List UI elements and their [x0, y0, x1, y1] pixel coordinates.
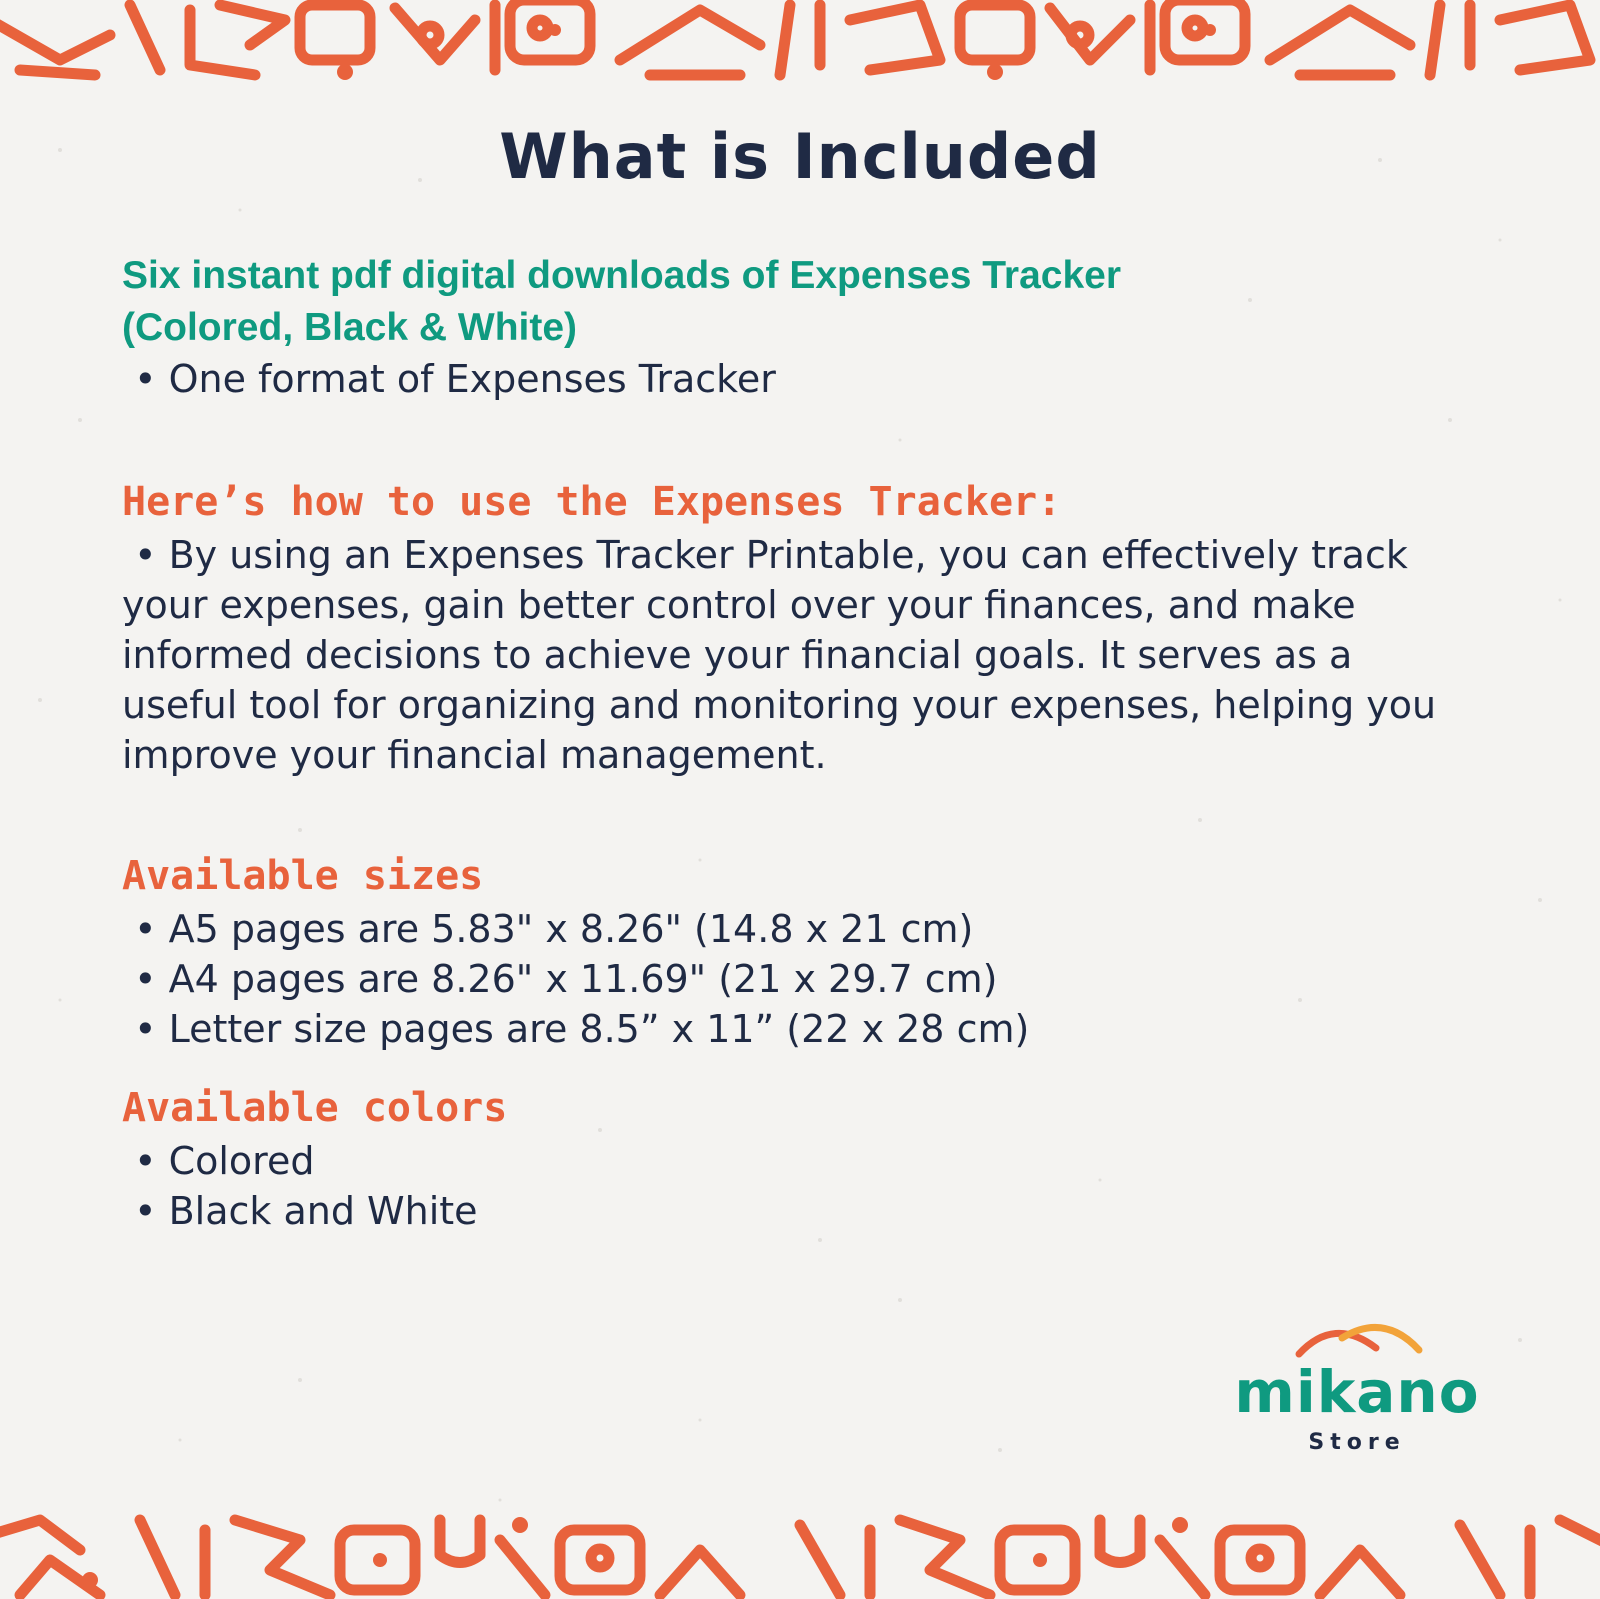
sizes-heading: Available sizes — [122, 853, 484, 899]
mikano-store-logo — [1232, 1318, 1482, 1468]
main-content — [122, 250, 1482, 1236]
how-to-line: your expenses, gain better control over your finances, and make — [122, 583, 1356, 627]
how-to-line: improve your financial management. — [122, 733, 827, 777]
color-item: • Black and White — [122, 1189, 478, 1233]
downloads-highlight-line-1: Six instant pdf digital downloads of Expenses Tracker — [122, 254, 1122, 297]
logo-arcs-icon — [1294, 1318, 1424, 1358]
downloads-highlight-line-2: (Colored, Black & White) — [122, 306, 578, 349]
how-to-line: useful tool for organizing and monitoring your expenses, helping you — [122, 683, 1437, 727]
how-to-heading: Here’s how to use the Expenses Tracker: — [122, 479, 1062, 525]
format-bullet: • One format of Expenses Tracker — [122, 357, 776, 401]
logo-subtitle: Store — [1308, 1430, 1406, 1455]
top-decorative-border — [0, 0, 1600, 90]
how-to-line: informed decisions to achieve your financial goals. It serves as a — [122, 633, 1353, 677]
size-item: • Letter size pages are 8.5” x 11” (22 x 28 cm) — [122, 1007, 1030, 1051]
how-to-line: • By using an Expenses Tracker Printable, you can effectively track — [122, 533, 1408, 577]
bottom-decorative-border — [0, 1510, 1600, 1599]
colors-heading: Available colors — [122, 1085, 508, 1131]
page-title: What is Included — [499, 120, 1101, 193]
logo-wordmark: mikano — [1234, 1358, 1480, 1426]
size-item: • A5 pages are 5.83" x 8.26" (14.8 x 21 cm) — [122, 907, 974, 951]
color-item: • Colored — [122, 1139, 315, 1183]
size-item: • A4 pages are 8.26" x 11.69" (21 x 29.7 cm) — [122, 957, 998, 1001]
